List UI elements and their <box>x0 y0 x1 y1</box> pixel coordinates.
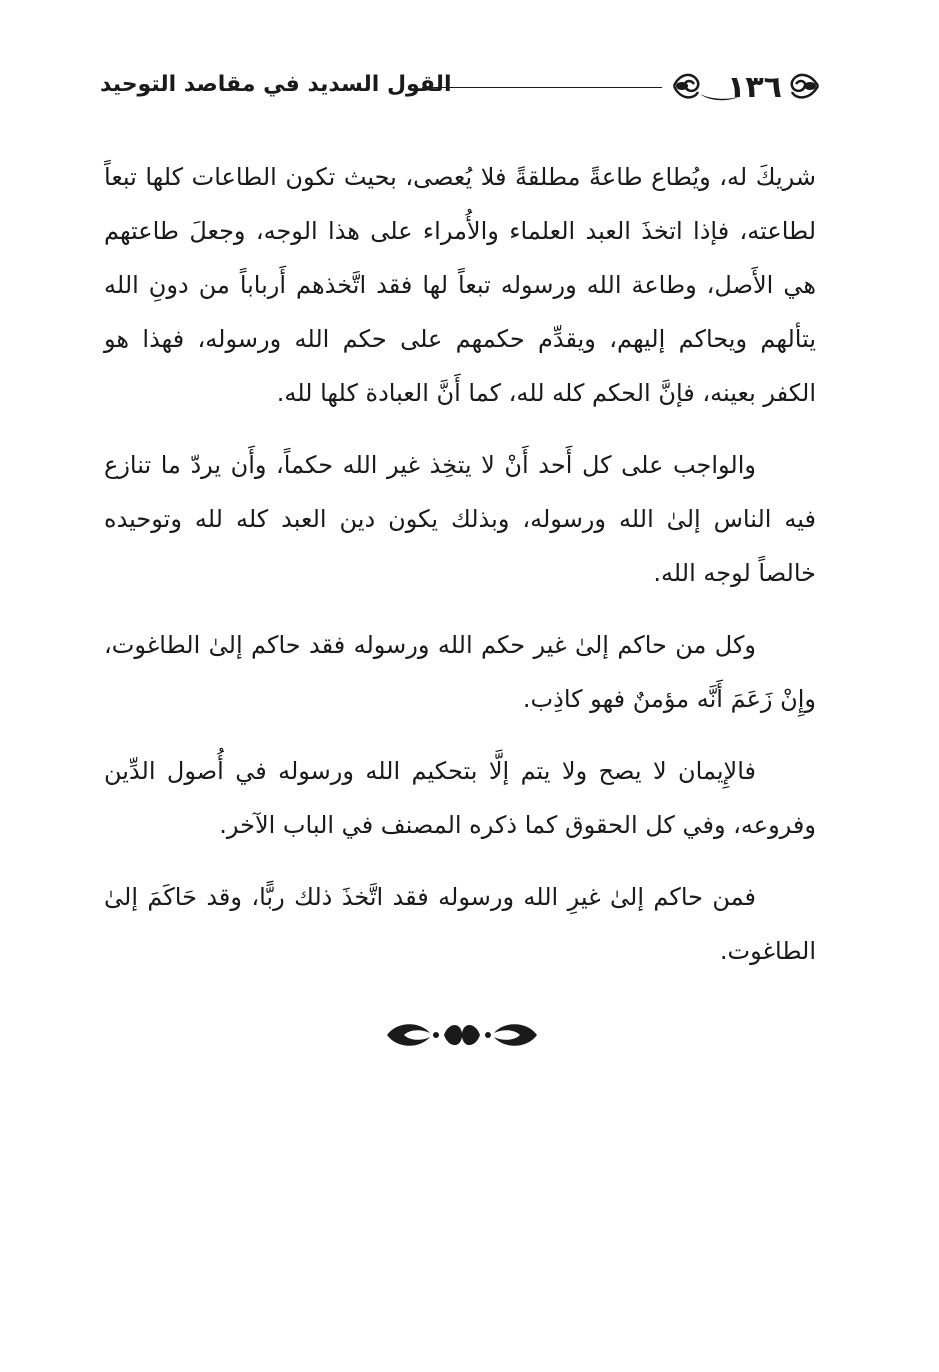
page-number-cartouche <box>670 62 820 112</box>
paragraph: فالإِيمان لا يصح ولا يتم إلَّا بتحكيم الله ورسوله في أُصول الدِّين وفروعه، وفي كل الحقوق كما ذكره المصنف في الباب الآخر. <box>104 757 816 839</box>
page-header <box>100 62 820 112</box>
floral-divider-icon <box>382 1015 542 1055</box>
paragraph: فمن حاكم إلىٰ غيرِ الله ورسوله فقد اتَّخذَ ذلك ربًّا، وقد حَاكَمَ إلىٰ الطاغوت. <box>104 883 816 965</box>
page-body <box>104 150 816 996</box>
header-rule <box>422 87 662 88</box>
end-ornament <box>382 1015 542 1055</box>
page-number: ١٣٦ <box>727 70 782 105</box>
paragraph: شريكَ له، ويُطاع طاعةً مطلقةً فلا يُعصى، بحيث تكون الطاعات كلها تبعاً لطاعته، فإذا اتخذَ العبد العلماء والأُمراء على هذا الوجه، وجعلَ طاعتهم هي الأَصل، وطاعة الله ورسوله تبعاً لها فقد اتَّخذهم أَرباباً من دونِ الله يتألهم ويحاكم إليهم، ويقدِّم حكمهم على حكم الله ورسوله، فهذا هو الكفر بعينه، فإنَّ الحكم كله لله، كما أَنَّ العبادة كلها لله. <box>104 163 816 407</box>
paragraph: والواجب على كل أَحد أَنْ لا يتخِذ غير الله حكماً، وأَن يردّ ما تنازع فيه الناس إلىٰ الله ورسوله، وبذلك يكون دين العبد كله لله وتوحيده خالصاً لوجه الله. <box>104 451 816 587</box>
paragraph: وكل من حاكم إلىٰ غير حكم الله ورسوله فقد حاكم إلىٰ الطاغوت، وإِنْ زَعَمَ أَنَّه مؤمنٌ فهو كاذِب. <box>104 631 816 713</box>
book-title: القول السديد في مقاصد التوحيد <box>100 72 452 97</box>
